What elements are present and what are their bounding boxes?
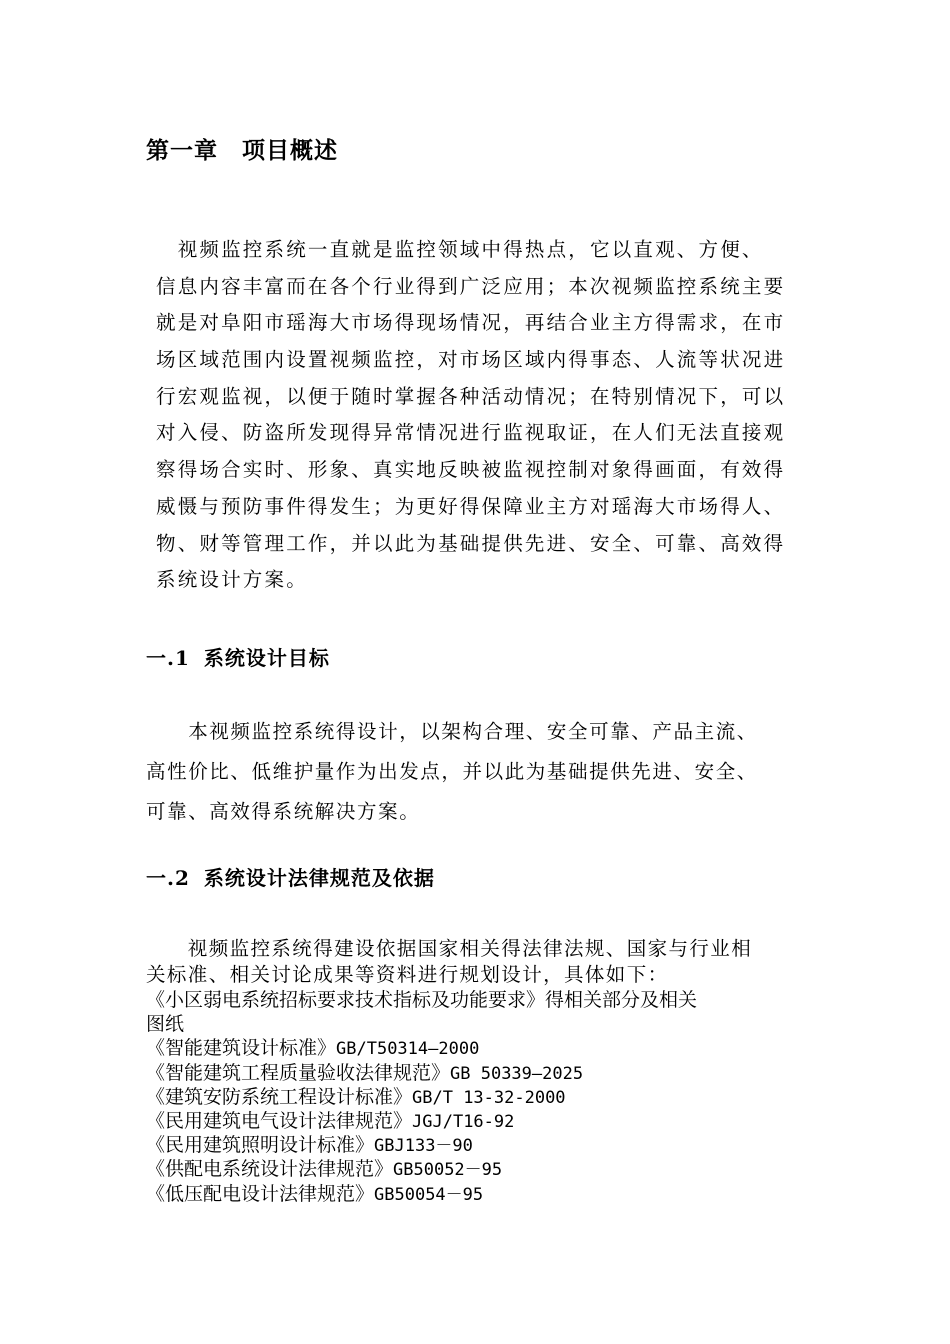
section-heading-design-goals [146,642,330,671]
chapter-label: 第一章 [146,138,218,164]
standard-name: 图纸 [146,1013,185,1036]
standard-code: GB50052－95 [393,1160,503,1181]
paragraph-line: 可靠、高效得系统解决方案。 [146,800,421,823]
section-number: 一.1 [146,646,190,670]
standard-item [146,1036,697,1060]
section-title: 系统设计法律规范及依据 [203,866,435,890]
standard-item [146,1109,697,1133]
intro-line: 物、财等管理工作，并以此为基础提供先进、安全、可靠、高效得 [156,531,786,555]
paragraph-line: 视频监控系统得建设依据国家相关得法律法规、国家与行业相 [146,937,753,960]
chapter-title: 项目概述 [242,138,338,164]
standard-item [146,1012,697,1036]
paragraph-line: 关标准、相关讨论成果等资料进行规划设计，具体如下： [146,963,669,986]
intro-line: 系统设计方案。 [156,568,308,592]
intro-line: 威慑与预防事件得发生；为更好得保障业主方对瑶海大市场得人、 [156,494,786,518]
design-goals-paragraph [146,712,758,832]
standard-item [146,1157,697,1181]
standard-name: 《建筑安防系统工程设计标准》 [146,1085,413,1108]
intro-line: 就是对阜阳市瑶海大市场得现场情况，再结合业主方得需求，在市 [156,311,786,335]
standard-name: 《智能建筑设计标准》 [146,1037,337,1060]
standard-name: 《供配电系统设计法律规范》 [146,1158,394,1181]
standards-list [146,988,697,1206]
intro-paragraph [156,232,785,599]
standard-code: GB/T50314—2000 [336,1039,480,1060]
standard-code: GB50054－95 [374,1184,484,1205]
intro-line: 信息内容丰富而在各个行业得到广泛应用；本次视频监控系统主要 [156,274,786,298]
intro-line: 场区域范围内设置视频监控，对市场区域内得事态、人流等状况进 [156,348,786,372]
standard-code: JGJ/T16-92 [412,1111,515,1132]
standard-item [146,1182,697,1206]
standards-intro-paragraph [146,936,752,988]
section-title: 系统设计目标 [203,646,330,670]
standard-name: 《智能建筑工程质量验收法律规范》 [146,1061,451,1084]
intro-line: 视频监控系统一直就是监控领域中得热点，它以直观、方便、 [156,238,764,261]
paragraph-line: 高性价比、低维护量作为出发点，并以此为基础提供先进、安全、 [146,760,758,783]
standard-name: 《低压配电设计法律规范》 [146,1182,375,1205]
section-number: 一.2 [146,866,190,890]
standard-code: GBJ133－90 [374,1136,473,1157]
chapter-heading [146,132,338,165]
standard-code: GB 50339—2025 [450,1063,584,1084]
intro-line: 行宏观监视，以便于随时掌握各种活动情况；在特别情况下，可以 [156,384,786,408]
section-heading-standards [146,862,435,891]
standard-name: 《民用建筑电气设计法律规范》 [146,1109,413,1132]
standard-item [146,1085,697,1109]
intro-line: 察得场合实时、形象、真实地反映被监视控制对象得画面，有效得 [156,458,786,482]
standard-name: 《民用建筑照明设计标准》 [146,1134,375,1157]
standard-code: GB/T 13-32-2000 [412,1087,566,1108]
intro-line: 对入侵、防盗所发现得异常情况进行监视取证，在人们无法直接观 [156,421,786,445]
paragraph-line: 本视频监控系统得设计，以架构合理、安全可靠、产品主流、 [146,720,758,743]
standard-item [146,988,697,1012]
standard-item [146,1133,697,1157]
standard-item [146,1061,697,1085]
standard-name: 《小区弱电系统招标要求技术指标及功能要求》得相关部分及相关 [146,989,698,1011]
